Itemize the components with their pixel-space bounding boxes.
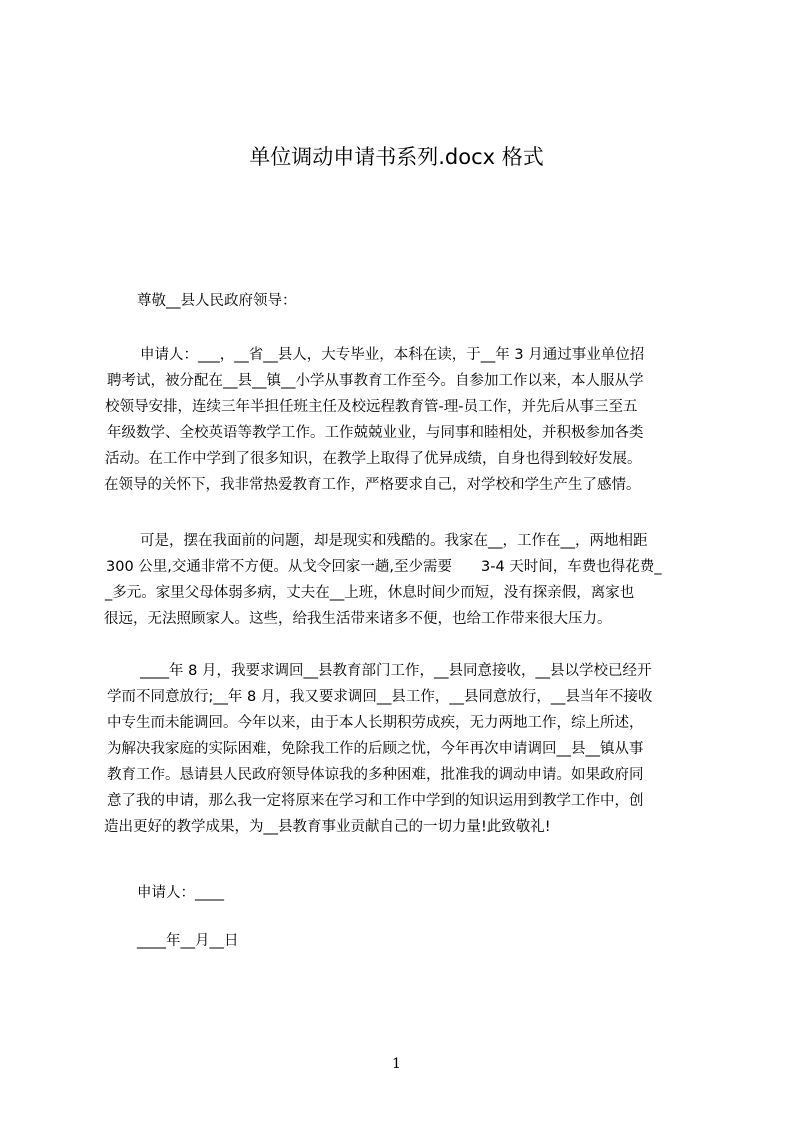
salutation: 尊敬__县人民政府领导： [137,293,297,309]
paragraph-1-line: 年级数学、全校英语等教学工作。工作兢兢业业，与同事和睦相处，并积极参加各类 [107,425,644,441]
paragraph-1-line: 在领导的关怀下，我非常热爱教育工作，严格要求自己，对学校和学生产生了感情。 [104,477,641,493]
paragraph-3-line: 中专生而未能调回。今年以来，由于本人长期积劳成疾，无力两地工作，综上所述， [107,715,644,731]
date-block [104,928,702,954]
signature: 申请人：____ [137,885,224,901]
paragraph-3 [104,658,702,840]
paragraph-1-line: 聘考试，被分配在__县__镇__小学从事教育工作至今。自参加工作以来，本人服从学 [107,373,644,389]
signature-block [104,880,702,906]
paragraph-1-line: 校领导安排，连续三年半担任班主任及校远程教育管-理-员工作，并先后从事三至五 [105,399,638,415]
paragraph-3-line: ____年 8 月，我要求调回__县教育部门工作，__县同意接收，__县以学校已经开 [140,663,652,679]
paragraph-3-line: 造出更好的教学成果，为__县教育事业贡献自己的一切力量!此致敬礼! [104,819,551,835]
paragraph-1 [104,342,702,498]
paragraph-2-line: 可是，摆在我面前的问题，却是现实和残酷的。我家在__，工作在__，两地相距 [140,533,648,549]
paragraph-3-line: 为解决我家庭的实际困难，免除我工作的后顾之忧，今年再次申请调回__县__镇从事 [107,741,644,757]
signature-date: ____年__月__日 [137,933,239,949]
paragraph-1-line: 活动。在工作中学到了很多知识，在教学上取得了优异成绩，自身也得到较好发展。 [105,451,642,467]
paragraph-3-line: 学而不同意放行;__年 8 月，我又要求调回__县工作，__县同意放行，__县当年不接收 [107,689,653,705]
page-number: 1 [392,1056,401,1072]
salutation-block [104,288,702,314]
paragraph-3-line: 教育工作。恳请县人民政府领导体谅我的多种困难，批准我的调动申请。如果政府同 [107,767,644,783]
paragraph-2-line: 很远，无法照顾家人。这些，给我生活带来诸多不便，也给工作带来很大压力。 [104,611,612,627]
document-title: 单位调动申请书系列.docx 格式 [249,145,544,169]
paragraph-2 [104,528,702,632]
paragraph-3-line: 意了我的申请，那么我一定将原来在学习和工作中学到的知识运用到教学工作中，创 [107,793,644,809]
paragraph-2-line: 300 公里,交通非常不方便。从戈令回家一趟,至少需要 3-4 天时间，车费也得花费_ [106,559,662,575]
paragraph-2-line: _多元。家里父母体弱多病，丈夫在__上班，休息时间少而短，没有探亲假，离家也 [105,585,635,601]
paragraph-1-line: 申请人：___，__省__县人，大专毕业，本科在读，于__年 3 月通过事业单位招 [140,347,645,363]
